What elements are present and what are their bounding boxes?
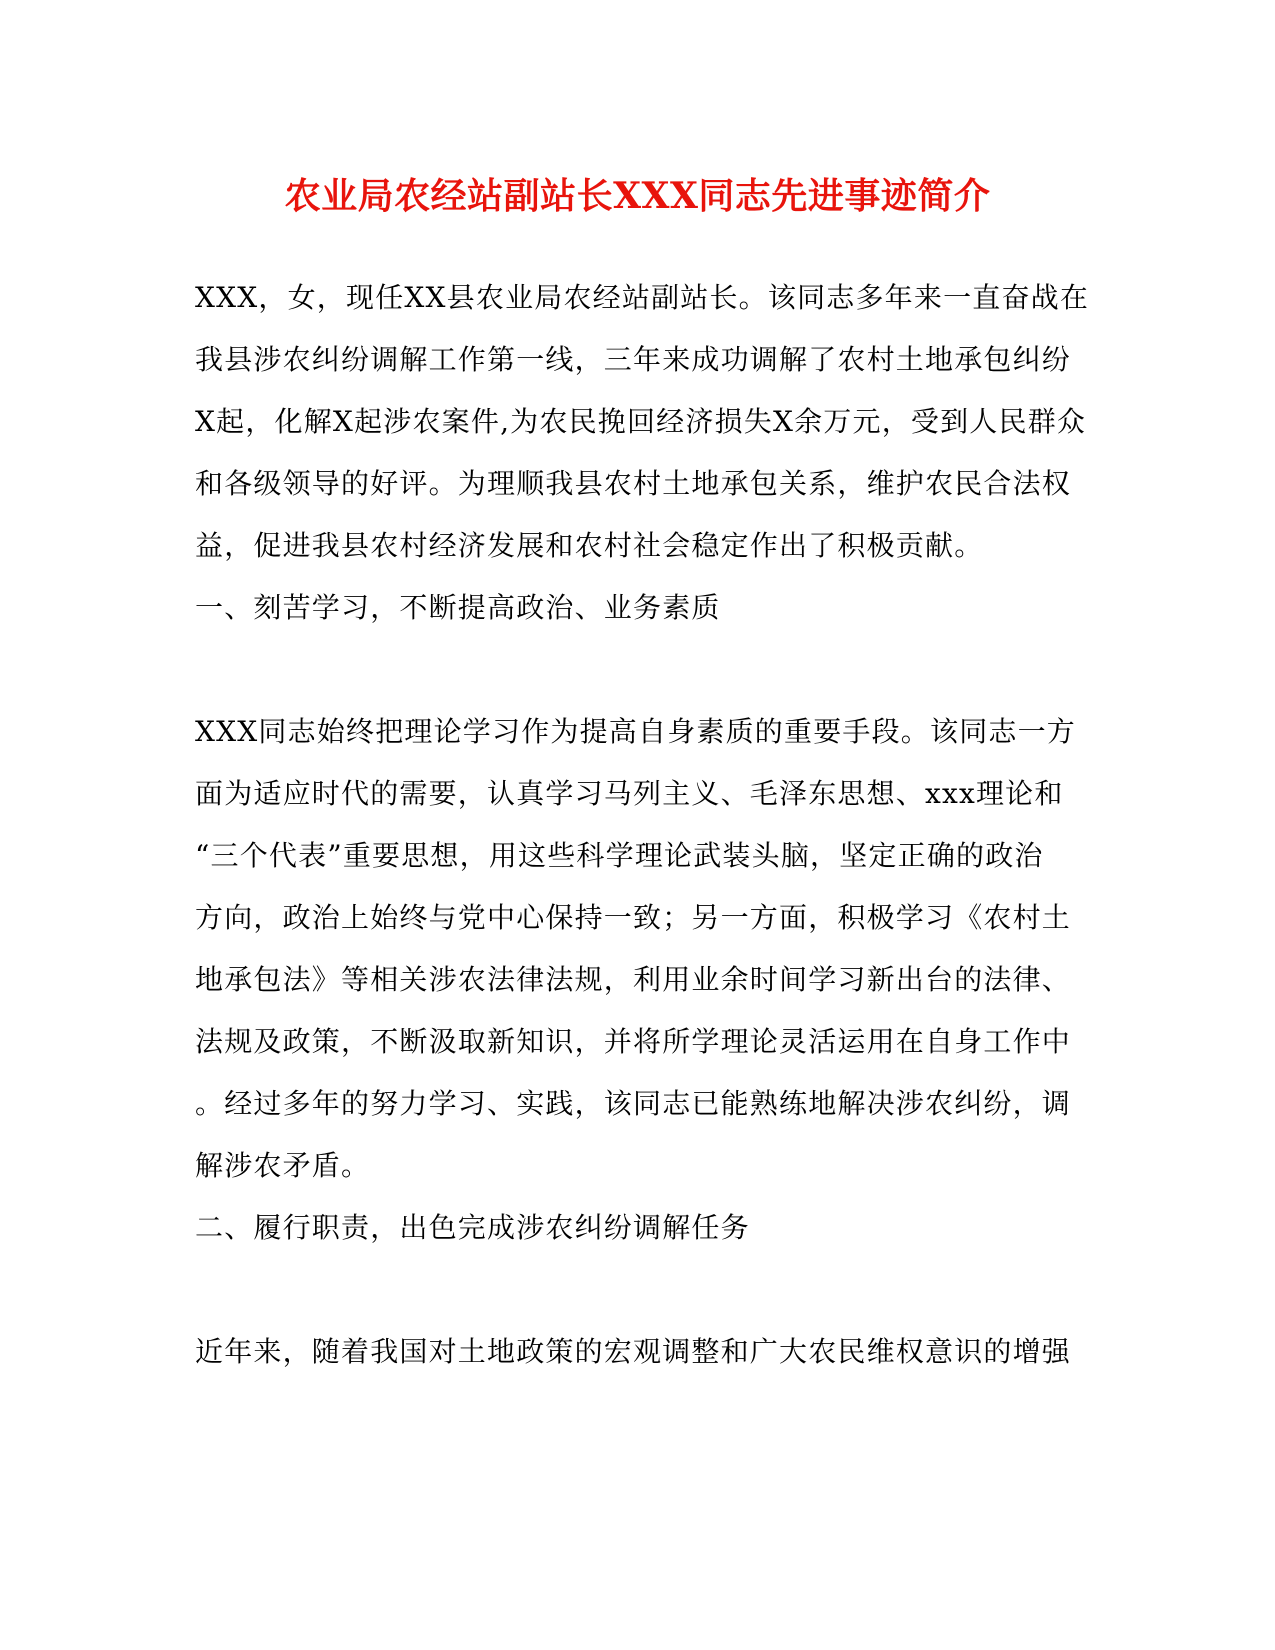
section-heading-2: 二、履行职责，出色完成涉农纠纷调解任务 (195, 1211, 750, 1244)
paragraph-line: 面为适应时代的需要，认真学习马列主义、毛泽东思想、xxx理论和 (195, 777, 1064, 810)
paragraph-line: XXX同志始终把理论学习作为提高自身素质的重要手段。该同志一方 (195, 715, 1077, 748)
paragraph-line: 法规及政策，不断汲取新知识，并将所学理论灵活运用在自身工作中 (195, 1025, 1072, 1058)
paragraph-line: XXX，女，现任XX县农业局农经站副站长。该同志多年来一直奋战在 (195, 281, 1090, 314)
paragraph-line: 地承包法》等相关涉农法律法规，利用业余时间学习新出台的法律、 (195, 963, 1072, 996)
paragraph-line: 。经过多年的努力学习、实践，该同志已能熟练地解决涉农纠纷，调 (195, 1087, 1072, 1120)
paragraph-line: 和各级领导的好评。为理顺我县农村土地承包关系，维护农民合法权 (195, 467, 1072, 500)
paragraph-line: “三个代表”重要思想，用这些科学理论武装头脑，坚定正确的政治 (195, 839, 1044, 872)
paragraph-line: 近年来，随着我国对土地政策的宏观调整和广大农民维权意识的增强 (195, 1335, 1072, 1368)
paragraph-line: X起，化解X起涉农案件,为农民挽回经济损失X余万元，受到人民群众 (195, 405, 1087, 438)
paragraph-line: 益，促进我县农村经济发展和农村社会稳定作出了积极贡献。 (195, 529, 984, 562)
paragraph-line: 我县涉农纠纷调解工作第一线，三年来成功调解了农村土地承包纠纷 (195, 343, 1072, 376)
paragraph-line: 解涉农矛盾。 (195, 1149, 371, 1182)
paragraph-line: 方向，政治上始终与党中心保持一致；另一方面，积极学习《农村土 (195, 901, 1072, 934)
section-heading-1: 一、刻苦学习，不断提高政治、业务素质 (195, 591, 721, 624)
document-title: 农业局农经站副站长XXX同志先进事迹简介 (284, 175, 991, 217)
